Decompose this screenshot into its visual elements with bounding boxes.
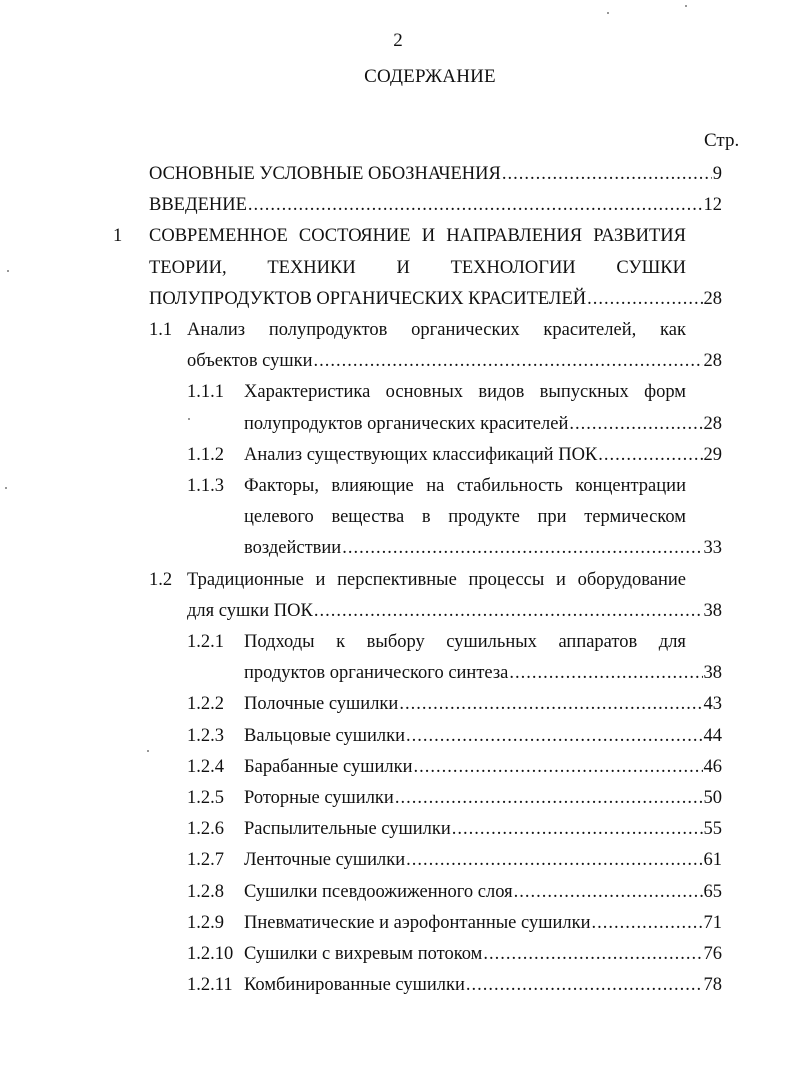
toc-word: в [421, 507, 431, 528]
dot-leader [483, 939, 702, 970]
toc-entry-title: Полочные сушилки [244, 694, 399, 715]
dot-leader [587, 284, 702, 315]
dot-leader [598, 440, 702, 471]
toc-word: как [660, 320, 686, 340]
toc-word: основных [385, 382, 464, 403]
toc-entry-title: ОСНОВНЫЕ УСЛОВНЫЕ ОБОЗНАЧЕНИЯ [149, 164, 501, 184]
toc-entry-leader-line [149, 190, 722, 221]
toc-word: органических [411, 320, 520, 340]
toc-entry-number: 1.2.9 [187, 912, 224, 933]
page-title: СОДЕРЖАНИЕ [364, 66, 496, 87]
toc-entry-leader-line [244, 939, 722, 970]
toc-word: продукте [448, 507, 520, 528]
toc-word: полупродуктов [268, 320, 388, 340]
toc-word: СОСТОЯНИЕ [298, 226, 411, 247]
dot-leader [502, 159, 712, 190]
toc-entry-leader-line [244, 533, 722, 564]
toc-entry-number: 1.1.3 [187, 476, 224, 496]
dot-leader [342, 533, 702, 564]
toc-entry-title: Пневматические и аэрофонтанные сушилки [244, 912, 591, 933]
toc-entry-title: полупродуктов органических красителей [244, 413, 569, 434]
toc-entry-title: воздействии [244, 538, 342, 559]
toc-entry-title: ВВЕДЕНИЕ [149, 195, 247, 216]
toc-entry-page: 38 [703, 663, 722, 684]
toc-entry-page: 50 [703, 788, 722, 808]
toc-entry-page: 28 [703, 351, 722, 372]
scan-speck [147, 750, 149, 752]
toc-word: процессы [468, 569, 545, 590]
toc-word: перспективные [337, 569, 457, 590]
toc-entry-title: Анализ существующих классификаций ПОК [244, 444, 598, 465]
toc-word: Анализ [187, 320, 246, 340]
toc-entry-title: Сушилки с вихревым потоком [244, 944, 483, 964]
toc-word: ТЕОРИИ, [149, 257, 227, 278]
toc-entry-number: 1.2.3 [187, 725, 224, 746]
toc-word: аппаратов [558, 632, 638, 652]
toc-entry-leader-line [244, 721, 722, 752]
toc-entry-title: Распылительные сушилки [244, 819, 451, 840]
dot-leader [452, 814, 703, 845]
toc-entry-page: 29 [703, 444, 722, 465]
toc-entry-title: Комбинированные сушилки [244, 975, 465, 996]
dot-leader [466, 970, 703, 1001]
toc-entry-page: 43 [703, 694, 722, 715]
toc-word: Подходы [244, 632, 315, 652]
toc-entry-line [187, 315, 686, 346]
toc-word: стабильность [456, 476, 563, 496]
toc-word: И [421, 226, 436, 247]
toc-entry-title: объектов сушки [187, 351, 313, 372]
toc-entry-title: продуктов органического синтеза [244, 663, 509, 684]
toc-entry-page: 65 [703, 881, 722, 902]
toc-entry-number: 1.2.1 [187, 632, 224, 652]
toc-entry-line [244, 471, 686, 502]
toc-entry-number: 1.2.2 [187, 694, 224, 715]
scan-speck [7, 270, 9, 272]
toc-entry-page: 38 [703, 600, 722, 621]
toc-word: НАПРАВЛЕНИЯ [446, 226, 583, 247]
dot-leader [509, 658, 702, 689]
toc-word: на [426, 476, 445, 496]
toc-word: СОВРЕМЕННОЕ [149, 226, 288, 247]
toc-entry-page: 12 [703, 195, 722, 216]
toc-word: И [396, 257, 410, 278]
toc-entry-number: 1.2 [149, 569, 173, 590]
toc-entry-title: Роторные сушилки [244, 788, 394, 808]
toc-entry-leader-line [244, 970, 722, 1001]
toc-entry-page: 55 [703, 819, 722, 840]
dot-leader [592, 908, 703, 939]
scan-speck [5, 487, 7, 489]
dot-leader [406, 721, 702, 752]
toc-entry-number: 1.1.1 [187, 382, 224, 403]
toc-word: оборудование [577, 569, 686, 590]
dot-leader [399, 689, 702, 720]
toc-word: выпускных [539, 382, 629, 403]
toc-entry-leader-line [187, 596, 722, 627]
toc-entry-leader-line [244, 783, 722, 814]
toc-entry-page: 9 [712, 164, 722, 184]
toc-word: Характеристика [244, 382, 371, 403]
toc-entry-page: 44 [703, 725, 722, 746]
toc-word: Факторы, [244, 476, 319, 496]
toc-entry-line [244, 502, 686, 533]
toc-entry-leader-line [244, 409, 722, 440]
dot-leader [395, 783, 703, 814]
toc-word: видов [478, 382, 525, 403]
toc-entry-title: Барабанные сушилки [244, 756, 413, 777]
toc-word: Традиционные [187, 569, 304, 590]
page-number: 2 [393, 30, 403, 51]
toc-word: при [537, 507, 567, 528]
toc-entry-page: 46 [703, 756, 722, 777]
toc-entry-number: 1.2.8 [187, 881, 224, 902]
dot-leader [514, 877, 703, 908]
toc-word: к [336, 632, 346, 652]
toc-entry-leader-line [244, 845, 722, 876]
toc-entry-number: 1.2.7 [187, 850, 224, 871]
toc-word: форм [644, 382, 686, 403]
toc-entry-title: Сушилки псевдоожиженного слоя [244, 881, 513, 902]
toc-entry-title: для сушки ПОК [187, 600, 313, 621]
dot-leader [413, 752, 702, 783]
toc-entry-title: ПОЛУПРОДУКТОВ ОРГАНИЧЕСКИХ КРАСИТЕЛЕЙ [149, 288, 587, 309]
toc-entry-number: 1.2.10 [187, 944, 234, 964]
toc-entry-leader-line [244, 814, 722, 845]
toc-entry-leader-line [149, 284, 722, 315]
toc-entry-leader-line [244, 908, 722, 939]
toc-entry-number: 1.2.11 [187, 975, 233, 996]
toc-word: РАЗВИТИЯ [593, 226, 686, 247]
page-column-label: Стр. [704, 130, 740, 151]
toc-entry-number: 1.2.4 [187, 756, 224, 777]
toc-entry-page: 33 [703, 538, 722, 559]
scan-speck [188, 418, 190, 420]
toc-entry-line [244, 377, 686, 408]
scan-speck [685, 5, 687, 7]
toc-entry-number: 1.2.6 [187, 819, 224, 840]
toc-entry-leader-line [244, 658, 722, 689]
toc-entry-title: Ленточные сушилки [244, 850, 406, 871]
toc-word: для [658, 632, 686, 652]
toc-entry-leader-line [149, 159, 722, 190]
toc-entry-number: 1 [113, 226, 123, 247]
toc-entry-page: 28 [703, 413, 722, 434]
toc-entry-page: 78 [703, 975, 722, 996]
toc-entry-page: 61 [703, 850, 722, 871]
toc-word: термическом [584, 507, 686, 528]
toc-entry-leader-line [244, 752, 722, 783]
toc-entry-title: Вальцовые сушилки [244, 725, 406, 746]
toc-entry-leader-line [244, 877, 722, 908]
toc-word: сушильных [446, 632, 537, 652]
toc-entry-line [244, 627, 686, 658]
toc-word: целевого [244, 507, 314, 528]
toc-word: СУШКИ [616, 257, 686, 278]
toc-word: вещества [331, 507, 405, 528]
toc-word: и [315, 569, 326, 590]
toc-entry-leader-line [187, 346, 722, 377]
toc-entry-page: 28 [703, 288, 722, 309]
toc-word: красителей, [543, 320, 637, 340]
toc-word: ТЕХНИКИ [267, 257, 356, 278]
dot-leader [248, 190, 703, 221]
toc-entry-line [187, 565, 686, 596]
toc-entry-number: 1.2.5 [187, 788, 224, 808]
dot-leader [406, 845, 702, 876]
toc-entry-number: 1.1 [149, 320, 173, 340]
toc-word: влияющие [331, 476, 414, 496]
toc-word: и [556, 569, 566, 590]
toc-word: выбору [366, 632, 425, 652]
toc-word: концентрации [575, 476, 686, 496]
toc-entry-page: 71 [703, 912, 722, 933]
scan-speck [607, 12, 609, 14]
toc-word: ТЕХНОЛОГИИ [450, 257, 576, 278]
toc-entry-page: 76 [703, 944, 722, 964]
toc-entry-line [149, 221, 686, 252]
dot-leader [314, 596, 703, 627]
toc-entry-leader-line [244, 440, 722, 471]
toc-entry-leader-line [244, 689, 722, 720]
dot-leader [569, 409, 702, 440]
toc-entry-line [149, 253, 686, 284]
dot-leader [314, 346, 703, 377]
toc-entry-number: 1.1.2 [187, 444, 224, 465]
